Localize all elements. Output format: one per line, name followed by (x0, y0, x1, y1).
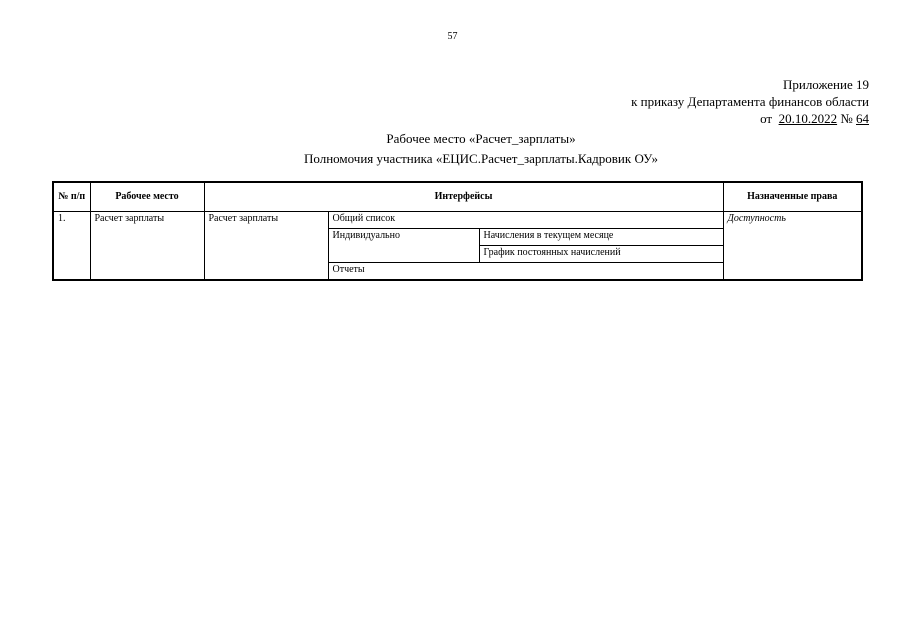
workplace-title: Рабочее место «Расчет_зарплаты» (386, 131, 576, 146)
cell-individual-item-schedule: График постоянных начислений (479, 246, 723, 263)
cell-individual: Индивидуально (328, 229, 479, 263)
annex-title: Приложение 19 (782, 77, 869, 92)
header-rights: Назначенные права (723, 182, 862, 212)
annex-number-sign: № (840, 111, 853, 126)
cell-workplace: Расчет зарплаты (90, 212, 204, 281)
header-workplace: Рабочее место (90, 182, 204, 212)
annex-date-line (631, 110, 869, 127)
cell-num: 1. (53, 212, 90, 281)
annex-from-prefix: от (760, 111, 773, 126)
page-number: 57 (447, 31, 458, 42)
table-row (53, 212, 862, 229)
annex-date: 20.10.2022 (778, 111, 838, 126)
authority-title: Полномочия участника «ЕЦИС.Расчет_зарплаты.Кадровик ОУ» (303, 151, 658, 166)
annex-order-reference: к приказу Департамента финансов области (631, 94, 869, 109)
cell-section: Расчет зарплаты (204, 212, 328, 281)
rights-table (52, 181, 863, 281)
annex-number: 64 (856, 111, 869, 126)
header-num: № п/п (53, 182, 90, 212)
cell-general-list: Общий список (328, 212, 723, 229)
annex-header (631, 76, 869, 127)
header-interfaces: Интерфейсы (204, 182, 723, 212)
document-titles (0, 129, 905, 169)
table-header-row (53, 182, 862, 212)
cell-individual-item-current-month: Начисления в текущем месяце (479, 229, 723, 246)
cell-rights: Доступность (723, 212, 862, 281)
cell-reports: Отчеты (328, 263, 723, 281)
